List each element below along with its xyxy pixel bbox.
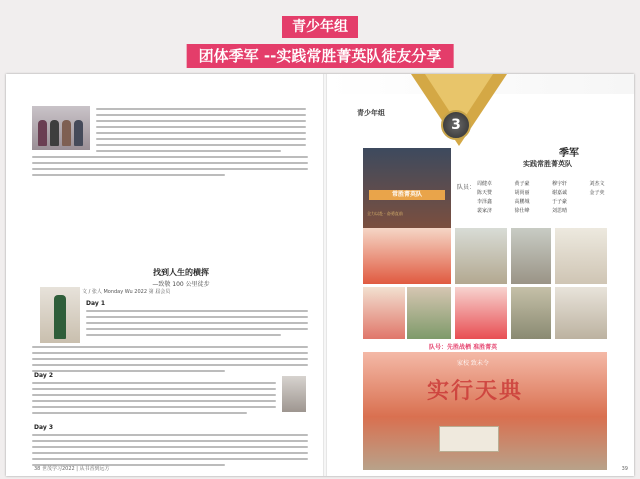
category-banner: 青少年组 <box>282 16 358 38</box>
event-photo <box>555 228 607 284</box>
runner-photo <box>40 287 80 343</box>
left-page <box>6 74 323 476</box>
event-photo <box>455 287 507 339</box>
team-photo-caption: 常胜菁英队 <box>369 190 445 200</box>
member-name: 李泽鑫 <box>477 199 493 205</box>
section-label: 青少年组 <box>357 109 385 117</box>
member-name: 刘思晴 <box>552 208 568 214</box>
members-label: 队员： <box>457 184 476 191</box>
article-subtitle: —致敬 100 公里徒步 <box>152 281 210 288</box>
group-finish-photo <box>363 352 607 470</box>
intro-text-full <box>32 156 308 180</box>
medal-badge: 3 <box>441 110 471 140</box>
stage-banner-top: 家校 致未令 <box>457 360 489 367</box>
member-name: 高鹏城 <box>514 199 530 205</box>
event-photo <box>407 287 451 339</box>
member-name: 穆宇轩 <box>552 181 568 187</box>
event-photo <box>455 228 507 284</box>
article-title: 找到人生的横挥 <box>153 268 209 277</box>
left-page-footer: 38 世茂学习2022 | 从书香到远方 <box>34 466 110 472</box>
team-slogan: 队号：先胜战栖 准胜菁英 <box>429 344 498 351</box>
day-1-text <box>86 310 308 340</box>
member-name: 裴家济 <box>477 208 493 214</box>
member-name <box>590 207 628 214</box>
member-name: 黄子豪 <box>514 181 530 187</box>
member-name: 胡尚丽 <box>514 190 530 196</box>
right-page-footer: 39 <box>621 466 628 472</box>
hiker-photo-small <box>282 376 306 412</box>
team-flag <box>439 426 499 452</box>
day-2-heading: Day 2 <box>34 372 54 379</box>
member-name: 金子奕 <box>589 190 605 196</box>
event-photo <box>511 287 551 339</box>
event-photo <box>363 228 451 284</box>
event-photo <box>555 287 607 339</box>
headline-banner: 团体季军 --实践常胜菁英队徒友分享 <box>187 44 454 68</box>
member-name: 谢嘉诚 <box>552 190 568 196</box>
author-line: 文 / 张人 Monday Wu 2022 第 届会员 <box>82 289 171 295</box>
magazine-spread <box>6 74 634 476</box>
team-photo-small <box>32 106 90 150</box>
members-list <box>477 180 627 214</box>
rank-title: 季军 <box>559 148 579 159</box>
day-3-heading: Day 3 <box>34 424 54 431</box>
team-photo-subcaption: 全力以赴 · 奋勇直前 <box>367 211 403 216</box>
event-photo <box>363 287 405 339</box>
member-name <box>590 198 628 205</box>
member-name: 于子豪 <box>552 199 568 205</box>
event-photo <box>511 228 551 284</box>
member-name: 刘杰文 <box>589 181 605 187</box>
stage-banner-text: 实行天典 <box>427 379 524 404</box>
member-name: 徐仕峰 <box>514 208 530 214</box>
right-page <box>327 74 634 476</box>
intro-text-right <box>96 108 306 156</box>
day-1-heading: Day 1 <box>86 300 106 307</box>
day-2-text <box>32 382 276 418</box>
team-name: 实践常胜菁英队 <box>523 160 572 168</box>
member-name: 陈天赞 <box>477 190 493 196</box>
day-1-text-cont <box>32 346 308 376</box>
member-name: 周健卓 <box>477 181 493 187</box>
